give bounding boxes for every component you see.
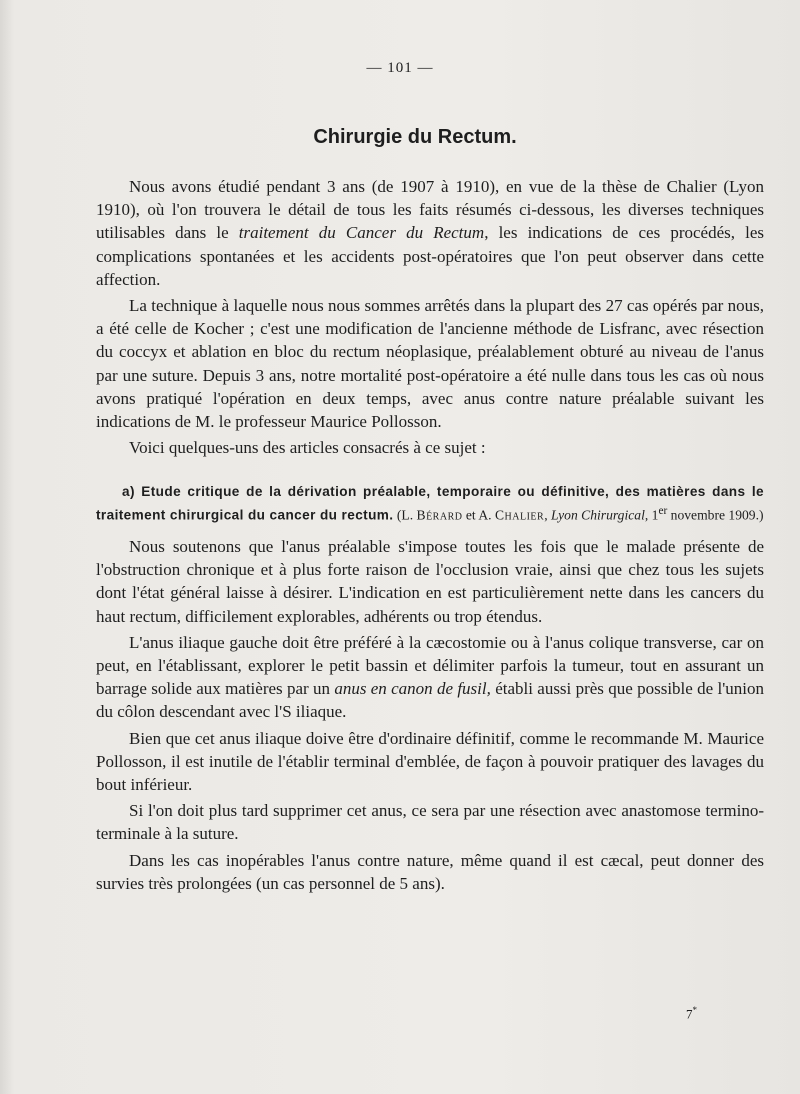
- journal-name: Lyon Chirurgical: [550, 507, 645, 523]
- paragraph-4: Nous soutenons que l'anus préalable s'impose toutes les fois que le malade présente de l'obstruction chronique et à plus forte raison de l'occlusion vraie, ainsi que chez tous les sujets dont l'état général laisse à désirer. L'indication en est particulièrement nette dans les cancers du haut rectum, difficilement explorables, adhérents ou trop étendus.: [96, 536, 764, 626]
- paragraph-5: L'anus iliaque gauche doit être préféré à la cæcostomie ou à l'anus colique transverse, car on peut, en l'établissant, explorer le petit bassin et délimiter parfois la tumeur, tout en assurant un barrage solide aux matières par un anus en canon de fusil, établi aussi près que possible de l'union du côlon descendant avec l'S iliaque.: [96, 632, 765, 722]
- author-chalier: Chalier: [494, 507, 545, 523]
- paragraph-1: Nous avons étudié pendant 3 ans (de 1907 à 1910), en vue de la thèse de Chalier (Lyon 1910), où l'on trouvera le détail de tous les faits résumés ci-dessous, les diverses techniques utilisables dans le traitement du Cancer du Rectum, les indications de ces procédés, les complications spontanées et les accidents post-opératoires que l'on peut observer dans cette affection.: [96, 177, 764, 289]
- signature-mark: 7*: [686, 1005, 697, 1022]
- article-title: a) Etude critique de la dérivation préalable, temporaire ou définitive, des matières dans le traitement chirurgical du cancer du rectum.: [96, 484, 764, 523]
- body-text: [96, 175, 764, 895]
- paragraph-8: Dans les cas inopérables l'anus contre nature, même quand il est cæcal, peut donner des survies très prolongées (un cas personnel de 5 ans).: [96, 850, 764, 893]
- paragraph-3: Voici quelques-uns des articles consacrés à ce sujet :: [129, 438, 486, 458]
- bibliography-entry: a) Etude critique de la dérivation préalable, temporaire ou définitive, des matières dans le traitement chirurgical du cancer du rectum. (L. Bérard et A. Chalier, Lyon Chirurgical, 1er novembre 1909.): [96, 484, 764, 523]
- section-title: Chirurgie du Rectum.: [313, 126, 517, 148]
- page-number: — 101 —: [366, 60, 434, 76]
- paragraph-7: Si l'on doit plus tard supprimer cet anus, ce sera par une résection avec anastomose termino-terminale à la suture.: [96, 801, 764, 844]
- author-berard: Bérard: [416, 507, 463, 523]
- paragraph-2: La technique à laquelle nous nous sommes arrêtés dans la plupart des 27 cas opérés par nous, a été celle de Kocher ; c'est une modification de l'ancienne méthode de Lisfranc, avec résection du coccyx et ablation en bloc du rectum néoplasique, préalablement obturé au niveau de l'anus par une suture. Depuis 3 ans, notre mortalité post-opératoire a été nulle dans tous les cas où nous avons pratiqué l'opération en deux temps, avec anus contre nature préalable suivant les indications de M. le professeur Maurice Pollosson.: [96, 296, 764, 432]
- paragraph-6: Bien que cet anus iliaque doive être d'ordinaire définitif, comme le recommande M. Maurice Pollosson, il est inutile de l'établir terminal d'emblée, de façon à pouvoir pratiquer des lavages du bout inférieur.: [96, 728, 764, 794]
